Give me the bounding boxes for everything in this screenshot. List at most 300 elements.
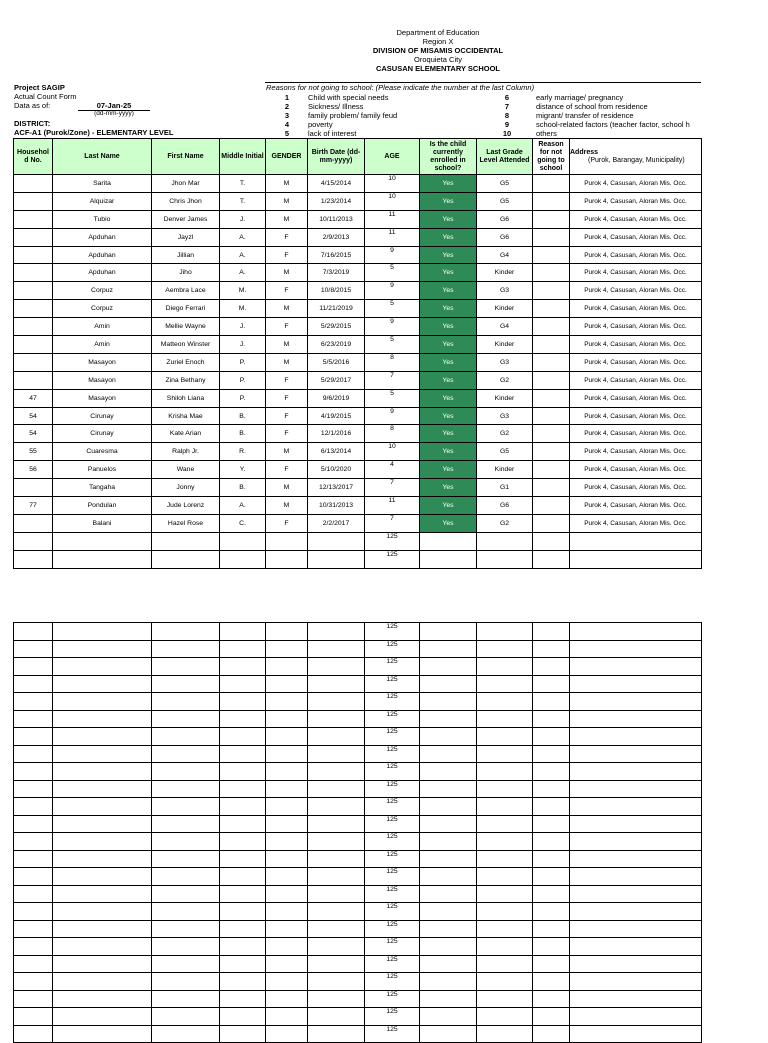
household-cell[interactable]: 56 [14,461,53,479]
birth-date-cell[interactable] [308,658,365,676]
gender-cell[interactable]: M [266,353,308,371]
middle-initial-cell[interactable] [220,745,266,763]
age-cell[interactable]: 5 [365,336,420,354]
reason-cell[interactable] [533,640,570,658]
birth-date-cell[interactable]: 5/5/2016 [308,353,365,371]
enrolled-cell[interactable]: Yes [420,479,477,497]
reason-cell[interactable] [533,389,570,407]
birth-date-cell[interactable] [308,728,365,746]
address-cell[interactable] [570,640,702,658]
address-cell[interactable] [570,955,702,973]
address-cell[interactable] [570,868,702,886]
grade-cell[interactable]: G3 [477,282,533,300]
first-name-cell[interactable] [152,763,220,781]
gender-cell[interactable] [266,675,308,693]
grade-cell[interactable] [477,745,533,763]
address-cell[interactable] [570,973,702,991]
first-name-cell[interactable]: Mellie Wayne [152,318,220,336]
enrolled-cell[interactable] [420,955,477,973]
gender-cell[interactable]: F [266,371,308,389]
birth-date-cell[interactable]: 2/2/2017 [308,514,365,532]
first-name-cell[interactable] [152,920,220,938]
grade-cell[interactable] [477,763,533,781]
household-cell[interactable] [14,550,53,568]
middle-initial-cell[interactable]: Y. [220,461,266,479]
enrolled-cell[interactable]: Yes [420,264,477,282]
middle-initial-cell[interactable] [220,868,266,886]
household-cell[interactable]: 54 [14,407,53,425]
household-cell[interactable] [14,264,53,282]
last-name-cell[interactable] [53,938,152,956]
reason-cell[interactable] [533,282,570,300]
middle-initial-cell[interactable]: M. [220,282,266,300]
middle-initial-cell[interactable]: P. [220,371,266,389]
last-name-cell[interactable] [53,815,152,833]
age-cell[interactable]: 125 [365,868,420,886]
last-name-cell[interactable] [53,640,152,658]
grade-cell[interactable] [477,833,533,851]
middle-initial-cell[interactable] [220,532,266,550]
address-cell[interactable]: Purok 4, Casusan, Aloran Mis. Occ. [570,425,702,443]
address-cell[interactable] [570,990,702,1008]
age-cell[interactable]: 8 [365,353,420,371]
address-cell[interactable]: Purok 4, Casusan, Aloran Mis. Occ. [570,407,702,425]
reason-cell[interactable] [533,763,570,781]
last-name-cell[interactable] [53,973,152,991]
first-name-cell[interactable]: Shiloh Liana [152,389,220,407]
middle-initial-cell[interactable] [220,815,266,833]
enrolled-cell[interactable]: Yes [420,443,477,461]
reason-cell[interactable] [533,920,570,938]
middle-initial-cell[interactable] [220,850,266,868]
household-cell[interactable] [14,675,53,693]
birth-date-cell[interactable] [308,815,365,833]
last-name-cell[interactable] [53,710,152,728]
grade-cell[interactable] [477,640,533,658]
reason-cell[interactable] [533,815,570,833]
address-cell[interactable] [570,623,702,641]
household-cell[interactable] [14,371,53,389]
household-cell[interactable] [14,640,53,658]
first-name-cell[interactable]: Jayzl [152,228,220,246]
age-cell[interactable]: 125 [365,675,420,693]
reason-cell[interactable] [533,300,570,318]
enrolled-cell[interactable] [420,693,477,711]
gender-cell[interactable] [266,955,308,973]
first-name-cell[interactable]: Jude Lorenz [152,497,220,515]
age-cell[interactable]: 4 [365,461,420,479]
birth-date-cell[interactable] [308,920,365,938]
address-cell[interactable] [570,1008,702,1026]
last-name-cell[interactable] [53,728,152,746]
first-name-cell[interactable] [152,623,220,641]
middle-initial-cell[interactable] [220,885,266,903]
last-name-cell[interactable]: Cirunay [53,425,152,443]
enrolled-cell[interactable]: Yes [420,514,477,532]
gender-cell[interactable] [266,815,308,833]
reason-cell[interactable] [533,710,570,728]
address-cell[interactable]: Purok 4, Casusan, Aloran Mis. Occ. [570,318,702,336]
first-name-cell[interactable]: Diego Ferrari [152,300,220,318]
household-cell[interactable] [14,903,53,921]
gender-cell[interactable] [266,710,308,728]
age-cell[interactable]: 125 [365,728,420,746]
gender-cell[interactable] [266,1008,308,1026]
grade-cell[interactable] [477,798,533,816]
middle-initial-cell[interactable] [220,763,266,781]
last-name-cell[interactable]: Apduhan [53,228,152,246]
age-cell[interactable]: 125 [365,710,420,728]
gender-cell[interactable] [266,640,308,658]
birth-date-cell[interactable] [308,955,365,973]
last-name-cell[interactable] [53,693,152,711]
enrolled-cell[interactable] [420,850,477,868]
birth-date-cell[interactable]: 6/23/2019 [308,336,365,354]
first-name-cell[interactable]: Jhon Mar [152,175,220,193]
birth-date-cell[interactable] [308,990,365,1008]
address-cell[interactable]: Purok 4, Casusan, Aloran Mis. Occ. [570,175,702,193]
birth-date-cell[interactable] [308,938,365,956]
age-cell[interactable]: 125 [365,903,420,921]
last-name-cell[interactable]: Corpuz [53,282,152,300]
middle-initial-cell[interactable] [220,780,266,798]
age-cell[interactable]: 9 [365,282,420,300]
address-cell[interactable]: Purok 4, Casusan, Aloran Mis. Occ. [570,300,702,318]
grade-cell[interactable] [477,815,533,833]
enrolled-cell[interactable]: Yes [420,210,477,228]
household-cell[interactable] [14,780,53,798]
household-cell[interactable] [14,745,53,763]
birth-date-cell[interactable] [308,1008,365,1026]
household-cell[interactable] [14,318,53,336]
reason-cell[interactable] [533,550,570,568]
middle-initial-cell[interactable] [220,675,266,693]
first-name-cell[interactable]: Zina Bethany [152,371,220,389]
first-name-cell[interactable] [152,710,220,728]
enrolled-cell[interactable]: Yes [420,300,477,318]
reason-cell[interactable] [533,210,570,228]
age-cell[interactable]: 125 [365,532,420,550]
middle-initial-cell[interactable]: A. [220,246,266,264]
age-cell[interactable]: 125 [365,745,420,763]
reason-cell[interactable] [533,246,570,264]
middle-initial-cell[interactable]: J. [220,336,266,354]
address-cell[interactable] [570,903,702,921]
birth-date-cell[interactable]: 10/8/2015 [308,282,365,300]
address-cell[interactable]: Purok 4, Casusan, Aloran Mis. Occ. [570,264,702,282]
last-name-cell[interactable] [53,675,152,693]
birth-date-cell[interactable] [308,868,365,886]
last-name-cell[interactable] [53,990,152,1008]
address-cell[interactable] [570,780,702,798]
middle-initial-cell[interactable] [220,833,266,851]
household-cell[interactable] [14,192,53,210]
grade-cell[interactable]: Kinder [477,336,533,354]
first-name-cell[interactable]: Aembra Lace [152,282,220,300]
birth-date-cell[interactable] [308,623,365,641]
address-cell[interactable]: Purok 4, Casusan, Aloran Mis. Occ. [570,371,702,389]
enrolled-cell[interactable] [420,780,477,798]
household-cell[interactable] [14,815,53,833]
birth-date-cell[interactable]: 5/29/2015 [308,318,365,336]
enrolled-cell[interactable] [420,532,477,550]
birth-date-cell[interactable] [308,780,365,798]
grade-cell[interactable]: G2 [477,514,533,532]
age-cell[interactable]: 11 [365,497,420,515]
reason-cell[interactable] [533,192,570,210]
grade-cell[interactable] [477,990,533,1008]
household-cell[interactable]: 55 [14,443,53,461]
grade-cell[interactable] [477,973,533,991]
grade-cell[interactable]: G2 [477,371,533,389]
grade-cell[interactable]: G4 [477,246,533,264]
first-name-cell[interactable] [152,798,220,816]
last-name-cell[interactable] [53,550,152,568]
gender-cell[interactable] [266,850,308,868]
household-cell[interactable] [14,532,53,550]
age-cell[interactable]: 11 [365,228,420,246]
enrolled-cell[interactable] [420,833,477,851]
enrolled-cell[interactable]: Yes [420,353,477,371]
age-cell[interactable]: 10 [365,443,420,461]
grade-cell[interactable] [477,850,533,868]
birth-date-cell[interactable]: 4/15/2014 [308,175,365,193]
household-cell[interactable] [14,728,53,746]
last-name-cell[interactable]: Tubio [53,210,152,228]
last-name-cell[interactable]: Balani [53,514,152,532]
address-cell[interactable]: Purok 4, Casusan, Aloran Mis. Occ. [570,461,702,479]
enrolled-cell[interactable] [420,710,477,728]
enrolled-cell[interactable] [420,623,477,641]
birth-date-cell[interactable] [308,885,365,903]
address-cell[interactable]: Purok 4, Casusan, Aloran Mis. Occ. [570,443,702,461]
grade-cell[interactable]: Kinder [477,389,533,407]
household-cell[interactable] [14,885,53,903]
enrolled-cell[interactable]: Yes [420,425,477,443]
birth-date-cell[interactable]: 10/31/2013 [308,497,365,515]
grade-cell[interactable] [477,710,533,728]
last-name-cell[interactable]: Sarita [53,175,152,193]
birth-date-cell[interactable]: 5/29/2017 [308,371,365,389]
reason-cell[interactable] [533,833,570,851]
reason-cell[interactable] [533,973,570,991]
address-cell[interactable]: Purok 4, Casusan, Aloran Mis. Occ. [570,210,702,228]
grade-cell[interactable] [477,550,533,568]
grade-cell[interactable]: G6 [477,210,533,228]
gender-cell[interactable] [266,693,308,711]
middle-initial-cell[interactable]: A. [220,497,266,515]
reason-cell[interactable] [533,885,570,903]
first-name-cell[interactable] [152,815,220,833]
middle-initial-cell[interactable]: J. [220,318,266,336]
gender-cell[interactable] [266,550,308,568]
gender-cell[interactable] [266,885,308,903]
last-name-cell[interactable] [53,833,152,851]
gender-cell[interactable]: F [266,246,308,264]
last-name-cell[interactable]: Masayon [53,353,152,371]
reason-cell[interactable] [533,479,570,497]
address-cell[interactable] [570,745,702,763]
reason-cell[interactable] [533,514,570,532]
first-name-cell[interactable]: Kate Arian [152,425,220,443]
age-cell[interactable]: 7 [365,514,420,532]
birth-date-cell[interactable]: 12/13/2017 [308,479,365,497]
middle-initial-cell[interactable]: B. [220,425,266,443]
address-cell[interactable] [570,833,702,851]
household-cell[interactable] [14,282,53,300]
age-cell[interactable]: 9 [365,246,420,264]
birth-date-cell[interactable] [308,640,365,658]
first-name-cell[interactable] [152,658,220,676]
age-cell[interactable]: 125 [365,938,420,956]
reason-cell[interactable] [533,264,570,282]
middle-initial-cell[interactable] [220,903,266,921]
last-name-cell[interactable]: Pondulan [53,497,152,515]
last-name-cell[interactable] [53,850,152,868]
first-name-cell[interactable]: Jiho [152,264,220,282]
first-name-cell[interactable] [152,550,220,568]
age-cell[interactable]: 125 [365,1008,420,1026]
enrolled-cell[interactable]: Yes [420,371,477,389]
middle-initial-cell[interactable] [220,1008,266,1026]
gender-cell[interactable] [266,798,308,816]
household-cell[interactable] [14,798,53,816]
middle-initial-cell[interactable] [220,920,266,938]
birth-date-cell[interactable]: 6/13/2014 [308,443,365,461]
enrolled-cell[interactable]: Yes [420,175,477,193]
birth-date-cell[interactable]: 1/23/2014 [308,192,365,210]
gender-cell[interactable] [266,1025,308,1043]
last-name-cell[interactable] [53,955,152,973]
gender-cell[interactable]: F [266,407,308,425]
grade-cell[interactable]: G2 [477,425,533,443]
first-name-cell[interactable] [152,833,220,851]
age-cell[interactable]: 9 [365,318,420,336]
last-name-cell[interactable]: Tangaha [53,479,152,497]
first-name-cell[interactable] [152,640,220,658]
gender-cell[interactable]: F [266,389,308,407]
birth-date-cell[interactable] [308,745,365,763]
household-cell[interactable] [14,623,53,641]
birth-date-cell[interactable] [308,693,365,711]
household-cell[interactable] [14,175,53,193]
age-cell[interactable]: 125 [365,850,420,868]
birth-date-cell[interactable] [308,763,365,781]
middle-initial-cell[interactable]: T. [220,192,266,210]
address-cell[interactable]: Purok 4, Casusan, Aloran Mis. Occ. [570,336,702,354]
birth-date-cell[interactable] [308,532,365,550]
first-name-cell[interactable]: Hazel Rose [152,514,220,532]
address-cell[interactable] [570,728,702,746]
last-name-cell[interactable]: Amin [53,336,152,354]
enrolled-cell[interactable] [420,658,477,676]
address-cell[interactable]: Purok 4, Casusan, Aloran Mis. Occ. [570,479,702,497]
first-name-cell[interactable] [152,885,220,903]
grade-cell[interactable] [477,780,533,798]
age-cell[interactable]: 125 [365,815,420,833]
middle-initial-cell[interactable] [220,955,266,973]
reason-cell[interactable] [533,675,570,693]
address-cell[interactable] [570,532,702,550]
age-cell[interactable]: 11 [365,210,420,228]
grade-cell[interactable]: Kinder [477,461,533,479]
middle-initial-cell[interactable] [220,710,266,728]
household-cell[interactable] [14,479,53,497]
birth-date-cell[interactable] [308,550,365,568]
reason-cell[interactable] [533,903,570,921]
reason-cell[interactable] [533,318,570,336]
grade-cell[interactable]: G5 [477,175,533,193]
grade-cell[interactable]: G6 [477,497,533,515]
gender-cell[interactable]: F [266,425,308,443]
age-cell[interactable]: 125 [365,693,420,711]
first-name-cell[interactable] [152,745,220,763]
age-cell[interactable]: 125 [365,955,420,973]
middle-initial-cell[interactable]: P. [220,353,266,371]
middle-initial-cell[interactable] [220,728,266,746]
first-name-cell[interactable] [152,938,220,956]
middle-initial-cell[interactable]: B. [220,479,266,497]
household-cell[interactable] [14,833,53,851]
first-name-cell[interactable] [152,693,220,711]
gender-cell[interactable] [266,973,308,991]
age-cell[interactable]: 125 [365,658,420,676]
reason-cell[interactable] [533,623,570,641]
first-name-cell[interactable] [152,868,220,886]
grade-cell[interactable]: Kinder [477,264,533,282]
enrolled-cell[interactable] [420,550,477,568]
address-cell[interactable] [570,550,702,568]
household-cell[interactable] [14,210,53,228]
age-cell[interactable]: 10 [365,175,420,193]
grade-cell[interactable]: G5 [477,192,533,210]
address-cell[interactable]: Purok 4, Casusan, Aloran Mis. Occ. [570,192,702,210]
birth-date-cell[interactable]: 7/3/2019 [308,264,365,282]
address-cell[interactable] [570,693,702,711]
last-name-cell[interactable] [53,623,152,641]
household-cell[interactable] [14,850,53,868]
enrolled-cell[interactable] [420,815,477,833]
gender-cell[interactable]: F [266,318,308,336]
reason-cell[interactable] [533,407,570,425]
grade-cell[interactable]: G4 [477,318,533,336]
gender-cell[interactable] [266,745,308,763]
reason-cell[interactable] [533,990,570,1008]
first-name-cell[interactable] [152,990,220,1008]
first-name-cell[interactable]: Jillian [152,246,220,264]
last-name-cell[interactable] [53,780,152,798]
last-name-cell[interactable]: Apduhan [53,264,152,282]
first-name-cell[interactable] [152,903,220,921]
first-name-cell[interactable]: Krisha Mae [152,407,220,425]
reason-cell[interactable] [533,693,570,711]
last-name-cell[interactable] [53,658,152,676]
grade-cell[interactable] [477,885,533,903]
reason-cell[interactable] [533,425,570,443]
gender-cell[interactable] [266,938,308,956]
birth-date-cell[interactable]: 7/16/2015 [308,246,365,264]
gender-cell[interactable]: M [266,264,308,282]
enrolled-cell[interactable] [420,920,477,938]
middle-initial-cell[interactable]: A. [220,228,266,246]
address-cell[interactable]: Purok 4, Casusan, Aloran Mis. Occ. [570,353,702,371]
address-cell[interactable] [570,675,702,693]
enrolled-cell[interactable] [420,903,477,921]
enrolled-cell[interactable] [420,1025,477,1043]
household-cell[interactable] [14,868,53,886]
gender-cell[interactable]: M [266,192,308,210]
first-name-cell[interactable] [152,532,220,550]
